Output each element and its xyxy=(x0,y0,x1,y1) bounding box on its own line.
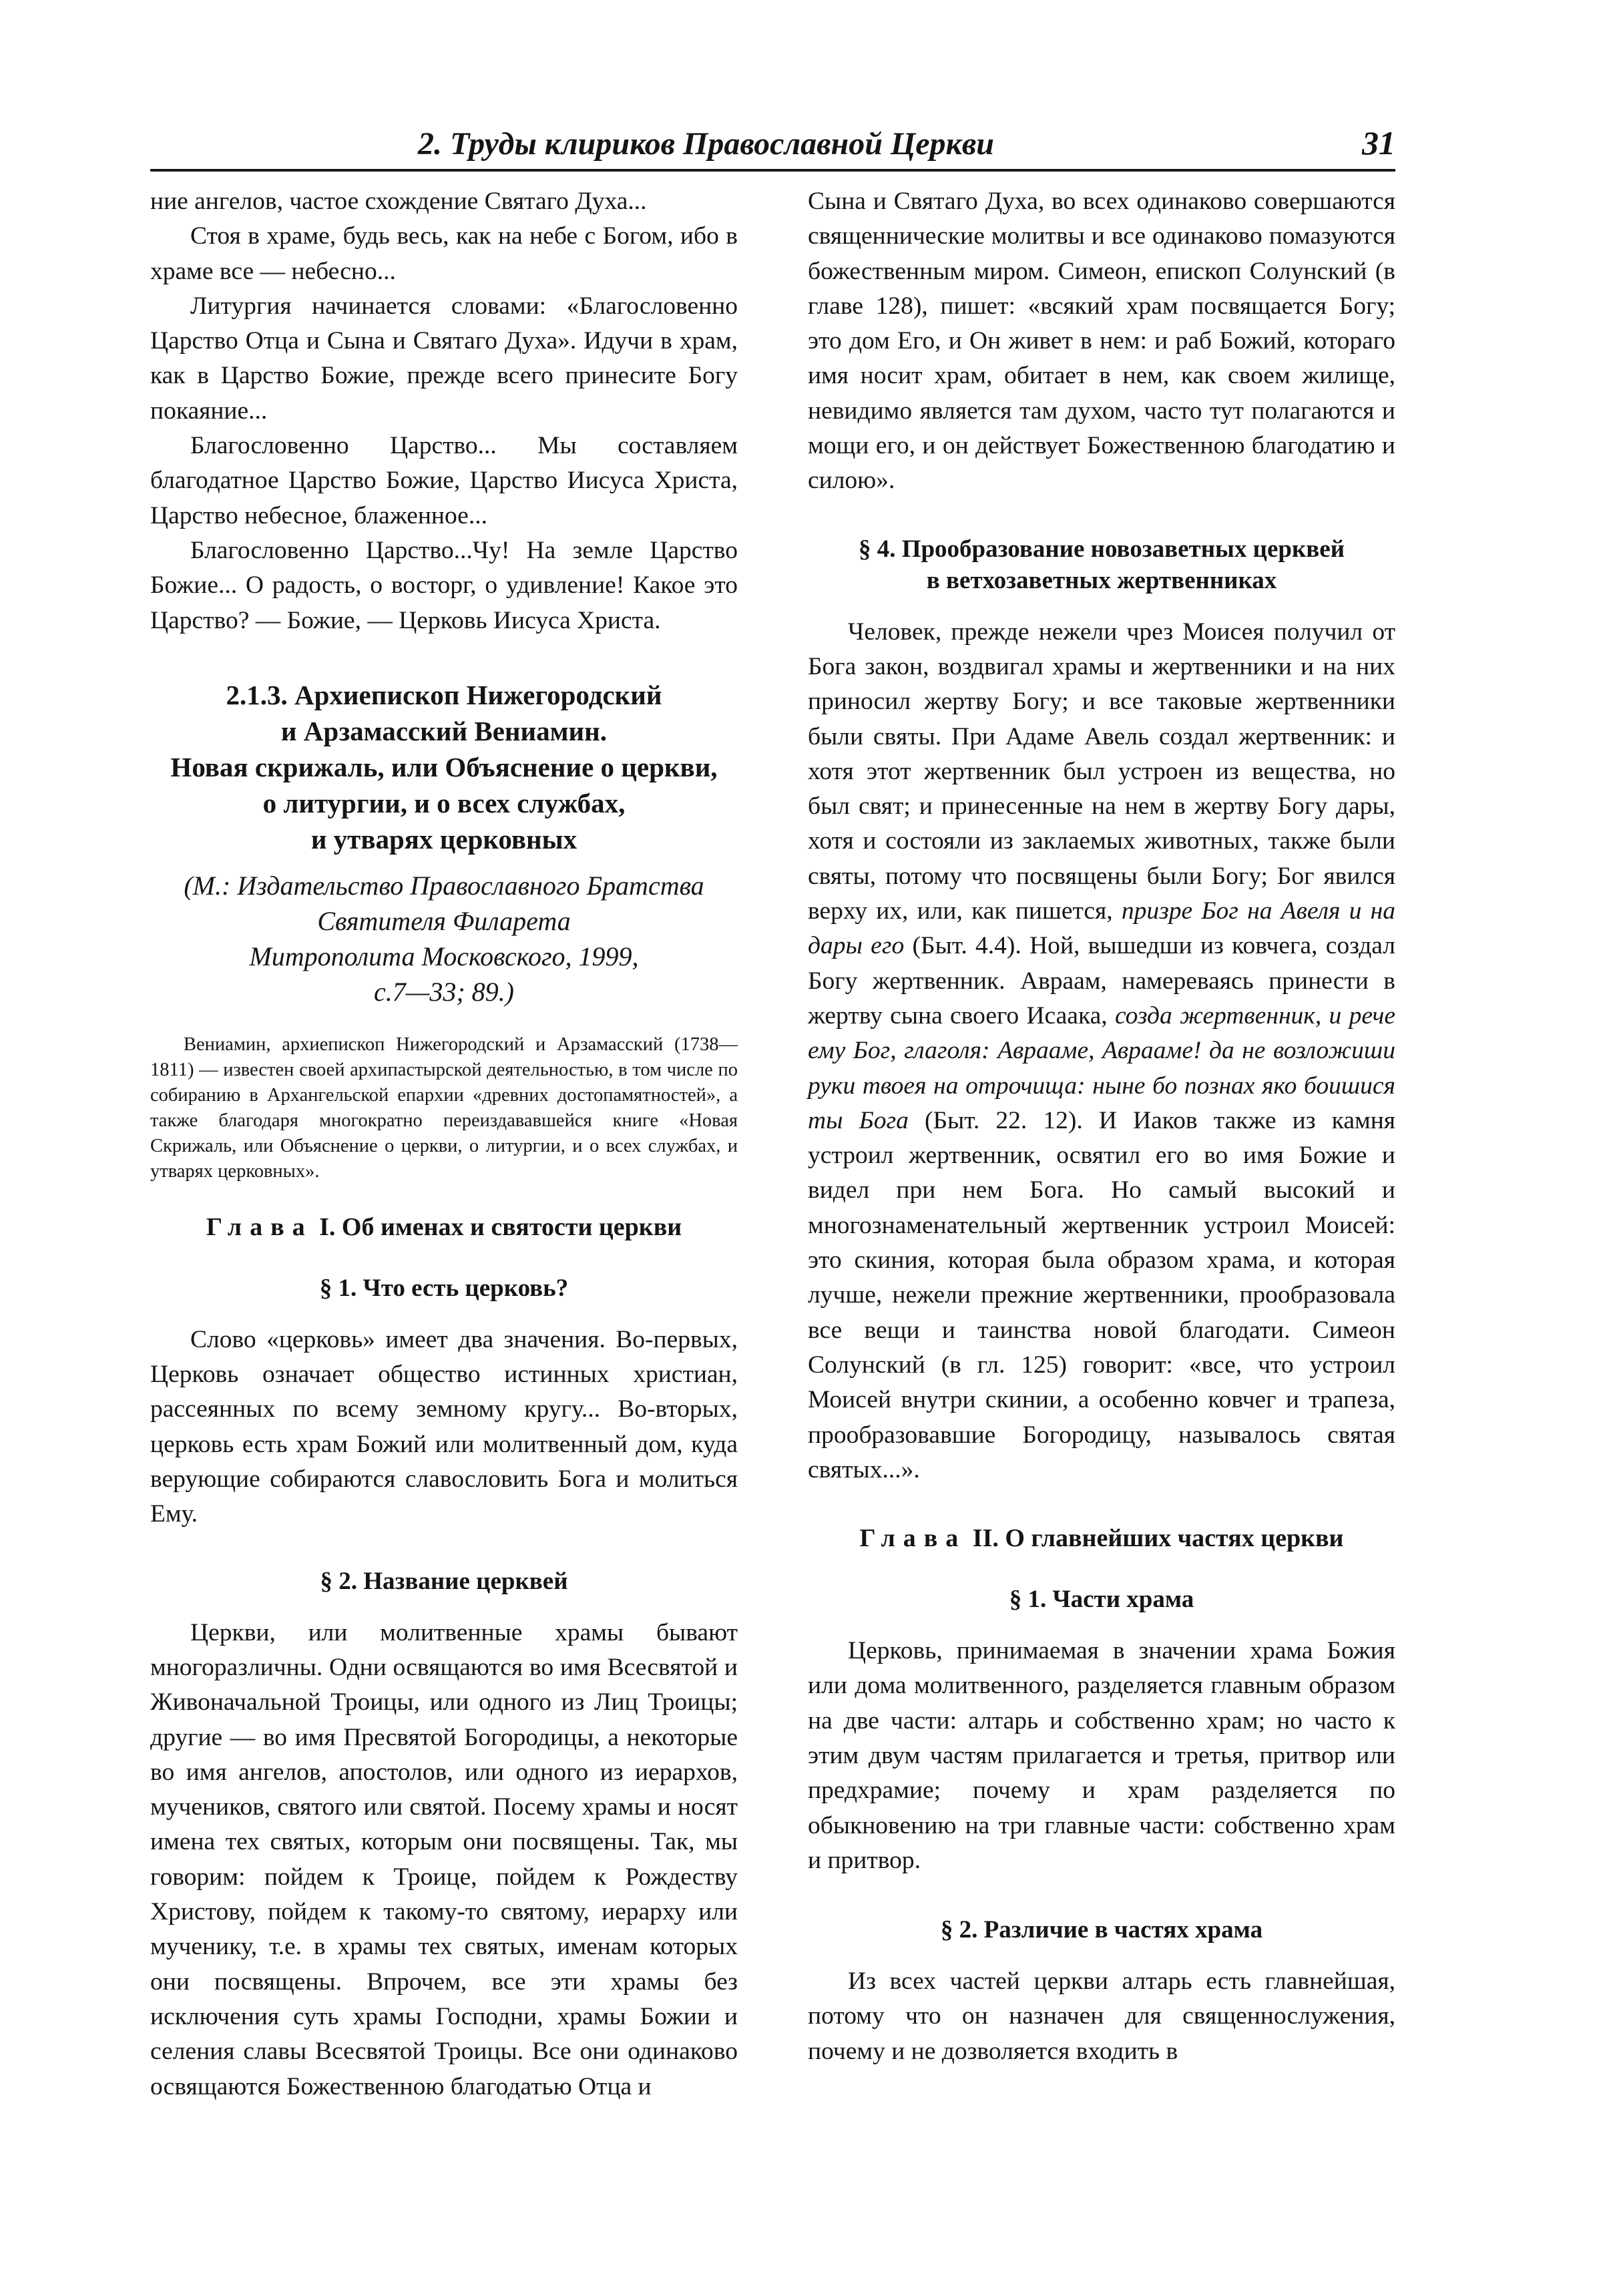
page-number: 31 xyxy=(1362,124,1395,162)
author-bio-note xyxy=(150,1032,738,1184)
running-title: 2. Труды клириков Православной Церкви xyxy=(417,126,994,162)
citation-line: Святителя Филарета xyxy=(317,905,571,936)
paragraph: Из всех частей церкви алтарь есть главнейшая, потому что он назначен для священнослужения, почему и не дозволяется входить в xyxy=(808,1968,1395,2065)
subsection-heading: § 2. Различие в частях храма xyxy=(940,1916,1263,1944)
section-title xyxy=(150,677,738,857)
citation-line: с.7—33; 89.) xyxy=(374,976,514,1007)
running-header xyxy=(150,117,1395,172)
scripture-quote: созда жертвенник, и рече ему Бог, глаголя: Аврааме, Аврааме! да не возложиши руки твоея на отрочища: ныне бо познах яко боишися ты Бога xyxy=(808,1001,1396,1134)
left-column xyxy=(150,184,738,2104)
paragraph: Церковь, принимаемая в значении храма Божия или дома молитвенного, разделяется главным образом на две части: алтарь и собственно храм; но часто к этим двум частям прилагается и третья, притвор или предхрамие; почему и храм разделяется по обыкновению на три главные части: собственно храм и притвор. xyxy=(808,1637,1395,1874)
heading-line: § 4. Прообразование новозаветных церквей xyxy=(858,535,1345,563)
paragraph: Благословенно Царство...Чу! На земле Царство Божие... О радость, о восторг, о удивление! Какое это Царство? — Божие, — Церковь Иисуса Христа. xyxy=(150,536,738,634)
citation-line: Митрополита Московского, 1999, xyxy=(249,941,639,971)
subsection-heading: § 2. Название церквей xyxy=(320,1567,568,1595)
chapter-heading xyxy=(808,1522,1395,1554)
paragraph: Слово «церковь» имеет два значения. Во-первых, Церковь означает общество истинных христиан, рассеянных по всему земному кругу... Во-вторых, церковь есть храм Божий или молитвенный дом, куда верующие собираются славословить Бога и молиться Ему. xyxy=(150,1325,738,1528)
chapter-title: I. Об именах и святости церкви xyxy=(319,1212,682,1241)
section-title-line: и утварях церковных xyxy=(310,823,578,855)
chapter-label: Глава xyxy=(206,1212,313,1241)
heading-line: в ветхозаветных жертвенниках xyxy=(926,566,1277,594)
subsection-heading: § 1. Части храма xyxy=(1009,1586,1194,1614)
chapter-label: Глава xyxy=(859,1524,967,1553)
bio-text: Вениамин, архиепископ Нижегородский и Арзамасский (1738—1811) — известен своей архипастырской деятельностью, в том числе по собиранию в Архангельской епархии «древних достопамятностей», а также благодаря многократно переиздававшейся книге «Новая Скрижаль, или Объяснение о церкви, о литургии, и о всех службах, и утварях церковных». xyxy=(150,1034,738,1182)
text-run: (Быт. 22. 12). И Иаков также из камня устроил жертвенник, освятил его во имя Божие и видел при нем Бога. Но самый высокий и многознаменательный жертвенник устроил Моисей: это скиния, которая была образом храма, и которая лучше, нежели прежние жертвенники, прообразовала все вещи и таинства новой благодати. Симеон Солунский (в гл. 125) говорит: «все, что устроил Моисей внутри скинии, а особенно ковчег и трапеза, прообразовавшие Богородицу, называлось святая святых...». xyxy=(808,1106,1396,1483)
paragraph: Благословенно Царство... Мы составляем благодатное Царство Божие, Царство Иисуса Христа, Царство небесное, блаженное... xyxy=(150,432,738,529)
paragraph: ние ангелов, частое схождение Святаго Духа... xyxy=(150,188,647,215)
chapter-title: II. О главнейших частях церкви xyxy=(972,1524,1344,1553)
section-title-line: о литургии, и о всех службах, xyxy=(262,787,626,819)
chapter-heading xyxy=(150,1211,738,1243)
paragraph: Сына и Святаго Духа, во всех одинаково совершаются священнические молитвы и все одинаково помазуются божественным миром. Симеон, епископ Солунский (в главе 128), пишет: «всякий храм посвящается Богу; это дом Его, и Он живет в нем: и раб Божий, котораго имя носит храм, обитает в нем, как своем жилище, невидимо является там духом, часто тут полагаются и мощи его, и он действует Божественною благодатию и силою». xyxy=(808,188,1395,495)
section-title-line: 2.1.3. Архиепископ Нижегородский xyxy=(226,679,662,710)
text-run: (Быт. 4.4). Ной, вышедши из ковчега, создал Богу жертвенник. Авраам, намереваясь принести в жертву сына своего Исаака, xyxy=(808,932,1395,1029)
paragraph: Литургия начинается словами: «Благословенно Царство Отца и Сына и Святаго Духа». Идучи в храм, как в Царство Божие, прежде всего принесите Богу покаяние... xyxy=(150,292,738,425)
scripture-quote: призре Бог на Авеля и на дары его xyxy=(808,897,1395,960)
paragraph: Стоя в храме, будь весь, как на небе с Богом, ибо в храме все — небесно... xyxy=(150,222,738,285)
section-title-line: Новая скрижаль, или Объяснение о церкви, xyxy=(170,751,718,782)
text-run: Человек, прежде нежели чрез Моисея получил от Бога закон, воздвигал храмы и жертвенники и на них приносил жертву Богу; и все таковые жертвенники были святы. При Адаме Авель создал жертвенник: и хотя этот жертвенник был устроен из вещества, но был свят; и принесенные на нем в жертву Богу дары, хотя и состояли из заклаемых животных, также были святы, потому что посвящены были Богу; Бог явился верху их, или, как пишется, xyxy=(808,618,1395,925)
subsection-heading: § 1. Что есть церковь? xyxy=(319,1274,569,1302)
source-citation xyxy=(150,868,738,1009)
right-column xyxy=(808,184,1395,2069)
section-title-line: и Арзамасский Вениамин. xyxy=(280,715,608,746)
paragraph: Церкви, или молитвенные храмы бывают многоразличны. Одни освящаются во имя Всесвятой и Живоначальной Троицы, или одного из Лиц Троицы; другие — во имя Пресвятой Богородицы, а некоторые во имя ангелов, апостолов, или одного из иерархов, мучеников, святого или святой. Посему храмы и носят имена тех святых, которым они посвящены. Так, мы говорим: пойдем к Троице, пойдем к Рождеству Христову, пойдем к такому-то святому, иерарху или мученику, т.е. в храмы тех святых, именам которых они посвящены. Впрочем, все эти храмы без исключения суть храмы Господни, храмы Божии и селения славы Всесвятой Троицы. Все они одинаково освящаются Божественною благодатью Отца и xyxy=(150,1618,738,2100)
paragraph xyxy=(808,615,1395,1487)
citation-line: (М.: Издательство Православного Братства xyxy=(184,870,704,901)
subsection-heading xyxy=(808,533,1395,596)
